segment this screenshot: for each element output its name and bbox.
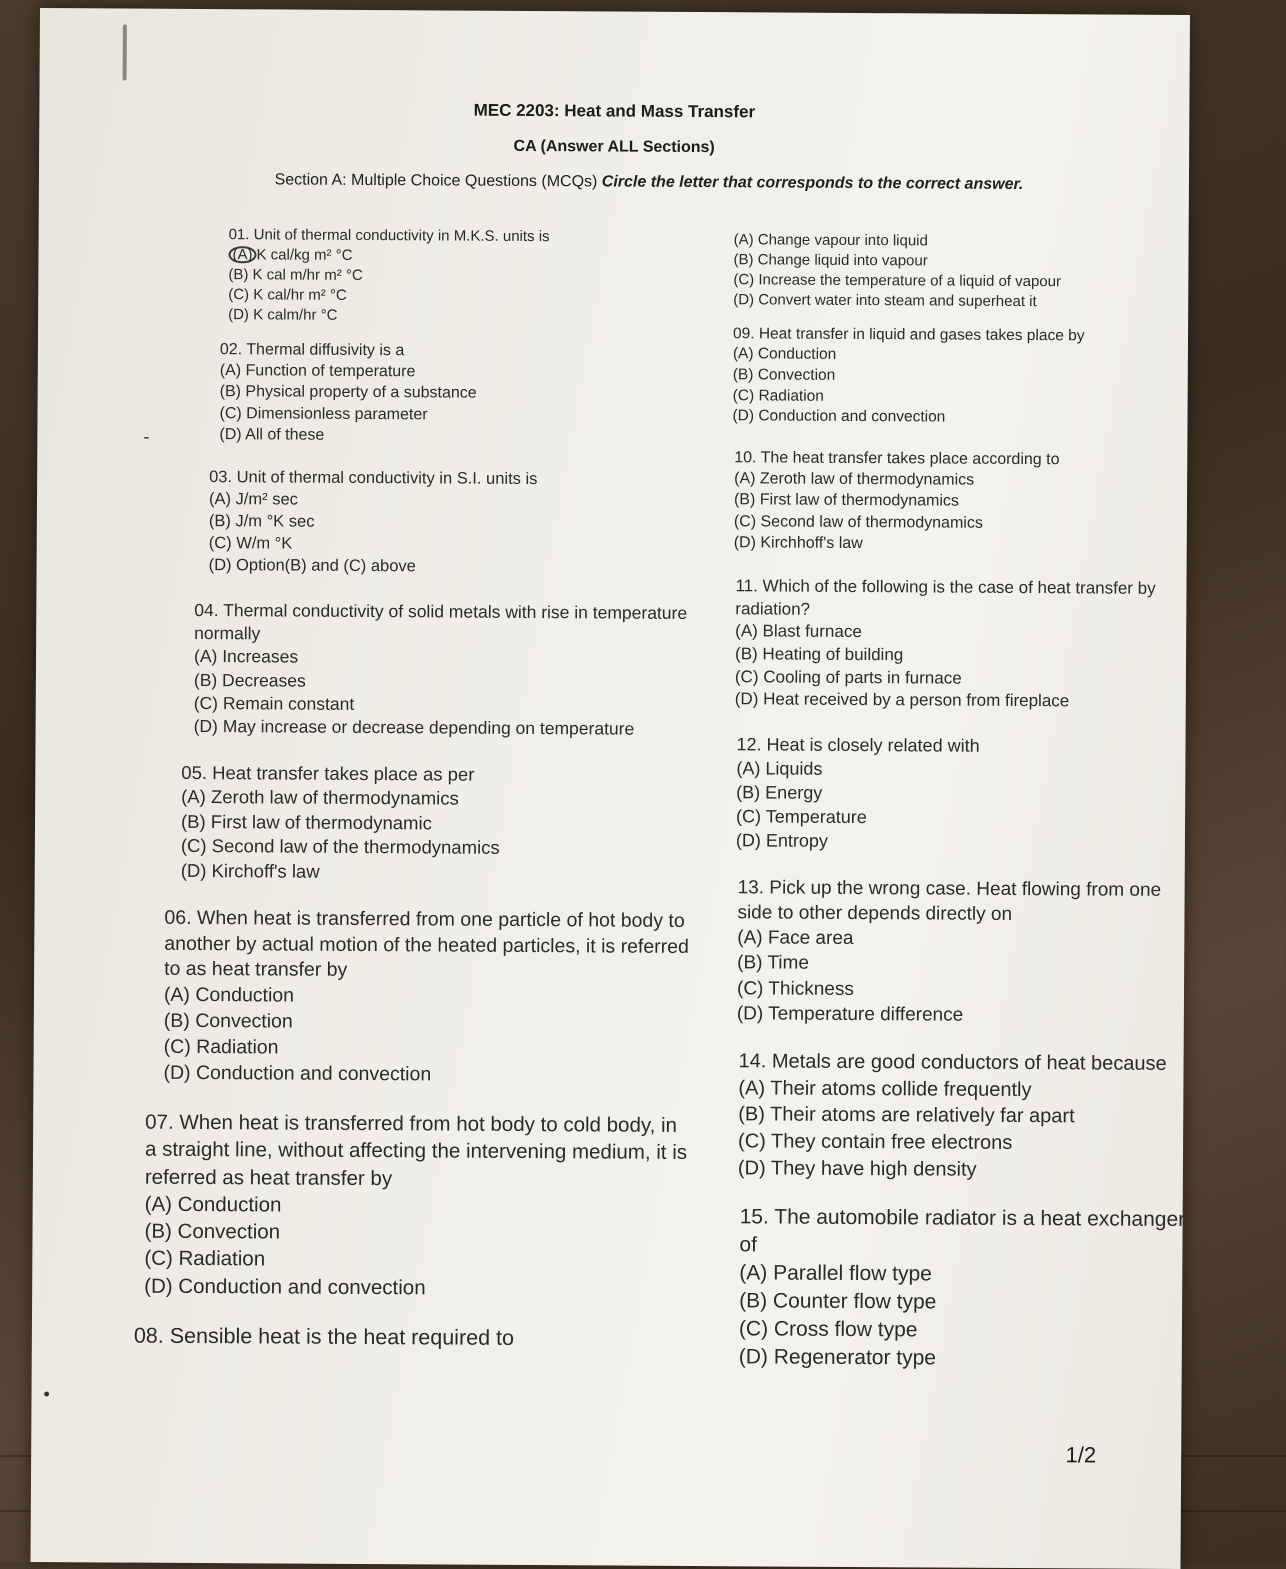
answer-option[interactable]: (A) Conduction bbox=[163, 984, 295, 1007]
question-text: 03. Unit of thermal conductivity in S.I. units is bbox=[209, 468, 538, 489]
question-block bbox=[738, 1048, 1189, 1184]
answer-option[interactable]: (A) Their atoms collide frequently bbox=[738, 1077, 1032, 1101]
answer-option[interactable]: (D) Conduction and convection bbox=[163, 1061, 432, 1086]
question-block bbox=[739, 1203, 1188, 1373]
question-text: 10. The heat transfer takes place according to bbox=[734, 449, 1060, 469]
answer-option[interactable]: (C) K cal/hr m² °C bbox=[228, 286, 347, 304]
question-block bbox=[734, 447, 1193, 556]
answer-option[interactable]: (A) Parallel flow type bbox=[739, 1261, 932, 1286]
question-block bbox=[134, 1322, 692, 1354]
answer-option[interactable]: (C) Cross flow type bbox=[738, 1317, 918, 1342]
staple-mark bbox=[123, 25, 127, 81]
question-block bbox=[163, 905, 694, 1090]
question-text: 09. Heat transfer in liquid and gases takes place by bbox=[732, 325, 1085, 345]
answer-option[interactable]: (C) W/m °K bbox=[208, 534, 293, 553]
answer-option-text: K cal/kg m² °C bbox=[256, 246, 353, 264]
answer-option[interactable]: (D) Temperature difference bbox=[736, 1003, 964, 1026]
question-block bbox=[181, 760, 696, 886]
question-block bbox=[733, 230, 1193, 313]
answer-option[interactable]: (C) Radiation bbox=[163, 1036, 279, 1059]
answer-option[interactable]: (B) K cal m/hr m² °C bbox=[228, 266, 363, 284]
answer-option[interactable]: (D) Conduction and convection bbox=[732, 407, 946, 426]
answer-option[interactable]: (C) They contain free electrons bbox=[738, 1130, 1013, 1154]
answer-option[interactable]: (C) Second law of thermodynamics bbox=[733, 512, 983, 532]
margin-dash: - bbox=[143, 426, 150, 447]
answer-option[interactable]: (C) Remain constant bbox=[193, 692, 355, 714]
answer-option[interactable]: (A) Blast furnace bbox=[735, 621, 862, 642]
question-block bbox=[194, 599, 697, 742]
answer-option[interactable]: (B) Physical property of a substance bbox=[219, 383, 477, 403]
answer-option[interactable] bbox=[228, 245, 698, 268]
answer-option[interactable]: (D) Regenerator type bbox=[738, 1345, 937, 1370]
answer-option[interactable]: (C) Cooling of parts in furnace bbox=[734, 666, 962, 688]
answer-option[interactable]: (D) All of these bbox=[219, 425, 325, 444]
answer-option[interactable]: (C) Increase the temperature of a liquid of vapour bbox=[733, 271, 1062, 291]
answer-option[interactable]: (D) Conduction and convection bbox=[144, 1274, 426, 1300]
answer-option[interactable]: (B) J/m °K sec bbox=[208, 512, 315, 531]
answer-option[interactable]: (D) May increase or decrease depending on temperature bbox=[193, 716, 635, 739]
answer-option[interactable]: (B) Convection bbox=[732, 366, 836, 384]
question-text: 15. The automobile radiator is a heat exchanger of bbox=[739, 1205, 1186, 1257]
answer-option[interactable]: (C) Radiation bbox=[144, 1247, 266, 1271]
section-instruction: Circle the letter that corresponds to the correct answer. bbox=[601, 173, 1024, 194]
ca-title: CA (Answer ALL Sections) bbox=[513, 137, 715, 157]
course-title: MEC 2203: Heat and Mass Transfer bbox=[473, 100, 756, 122]
answer-option[interactable]: (B) Heating of building bbox=[735, 644, 904, 665]
page-number: 1/2 bbox=[1065, 1442, 1097, 1468]
question-text: 01. Unit of thermal conductivity in M.K.S. units is bbox=[228, 226, 550, 246]
exam-paper bbox=[31, 8, 1190, 1569]
question-text: 11. Which of the following is the case of heat transfer by radiation? bbox=[735, 576, 1156, 619]
answer-option[interactable]: (C) Radiation bbox=[732, 386, 825, 405]
question-block bbox=[735, 576, 1192, 714]
answer-option[interactable]: (A) Zeroth law of thermodynamics bbox=[181, 786, 459, 809]
question-text: 05. Heat transfer takes place as per bbox=[181, 761, 475, 785]
answer-option[interactable]: (B) Convection bbox=[144, 1219, 281, 1244]
right-column bbox=[687, 230, 1194, 1396]
question-text: 02. Thermal diffusivity is a bbox=[219, 340, 405, 359]
answer-option[interactable]: (A) Conduction bbox=[144, 1192, 282, 1217]
question-block bbox=[732, 324, 1193, 430]
answer-option[interactable]: (B) Counter flow type bbox=[739, 1289, 937, 1314]
question-block bbox=[737, 875, 1190, 1029]
margin-dot: • bbox=[43, 1384, 50, 1405]
answer-option[interactable]: (D) Heat received by a person from fireplace bbox=[734, 689, 1070, 711]
answer-option[interactable]: (A) Increases bbox=[193, 646, 299, 668]
question-text: 04. Thermal conductivity of solid metals with rise in temperature normally bbox=[194, 599, 688, 644]
answer-option[interactable]: (A) Conduction bbox=[732, 345, 837, 364]
answer-option[interactable]: (D) Convert water into steam and superheat it bbox=[733, 291, 1037, 310]
answer-option[interactable]: (B) First law of thermodynamics bbox=[733, 491, 959, 511]
answer-option[interactable]: (B) Convection bbox=[163, 1010, 293, 1033]
question-text: 12. Heat is closely related with bbox=[736, 734, 980, 756]
answer-option[interactable]: (B) Energy bbox=[736, 782, 823, 803]
answer-option[interactable]: (B) Time bbox=[737, 952, 810, 975]
answer-option[interactable]: (B) Their atoms are relatively far apart bbox=[738, 1103, 1075, 1128]
question-block bbox=[736, 733, 1191, 855]
question-block bbox=[219, 339, 698, 448]
answer-option[interactable]: (C) Temperature bbox=[736, 806, 867, 827]
answer-option[interactable]: (D) Option(B) and (C) above bbox=[208, 555, 416, 576]
question-text: 07. When heat is transferred from hot body to cold body, in a straight line, without affecting the intervening medium, it is referred as heat transfer by bbox=[144, 1110, 688, 1190]
question-text: 13. Pick up the wrong case. Heat flowing from one side to other depends directly on bbox=[737, 876, 1162, 925]
question-text: 14. Metals are good conductors of heat because bbox=[738, 1050, 1167, 1076]
circled-answer: (A) bbox=[228, 246, 256, 264]
question-block bbox=[228, 225, 699, 328]
answer-option[interactable]: (C) Second law of the thermodynamics bbox=[180, 835, 500, 859]
section-label: Section A: Multiple Choice Questions (MCQs) bbox=[274, 171, 598, 191]
answer-option[interactable]: (A) Zeroth law of thermodynamics bbox=[734, 470, 975, 489]
question-text: 08. Sensible heat is the heat required to bbox=[133, 1323, 515, 1350]
answer-option[interactable]: (C) Thickness bbox=[736, 977, 854, 1000]
answer-option[interactable]: (B) Decreases bbox=[193, 669, 306, 691]
answer-option[interactable]: (D) Kirchhoff's law bbox=[733, 534, 863, 553]
left-column bbox=[132, 225, 699, 1376]
answer-option[interactable]: (A) Face area bbox=[737, 927, 854, 950]
section-heading bbox=[239, 169, 1059, 195]
answer-option[interactable]: (D) They have high density bbox=[737, 1156, 977, 1181]
answer-option[interactable]: (A) Function of temperature bbox=[219, 362, 416, 381]
answer-option[interactable]: (A) J/m² sec bbox=[208, 490, 298, 509]
answer-option[interactable]: (B) First law of thermodynamic bbox=[180, 810, 432, 834]
answer-option[interactable]: (B) Change liquid into vapour bbox=[733, 251, 928, 270]
answer-option[interactable]: (A) Liquids bbox=[736, 758, 823, 779]
answer-option[interactable]: (D) Entropy bbox=[735, 829, 829, 851]
answer-option[interactable]: (D) K calm/hr °C bbox=[228, 305, 338, 324]
answer-option[interactable]: (C) Dimensionless parameter bbox=[219, 404, 428, 423]
question-text: 06. When heat is transferred from one particle of hot body to another by actual motion of the heated particles, it is referred to as heat transfer by bbox=[164, 906, 689, 982]
answer-option[interactable]: (D) Kirchoff's law bbox=[180, 859, 320, 882]
question-block bbox=[209, 467, 698, 580]
question-block bbox=[144, 1109, 693, 1303]
answer-option[interactable]: (A) Change vapour into liquid bbox=[733, 231, 928, 250]
